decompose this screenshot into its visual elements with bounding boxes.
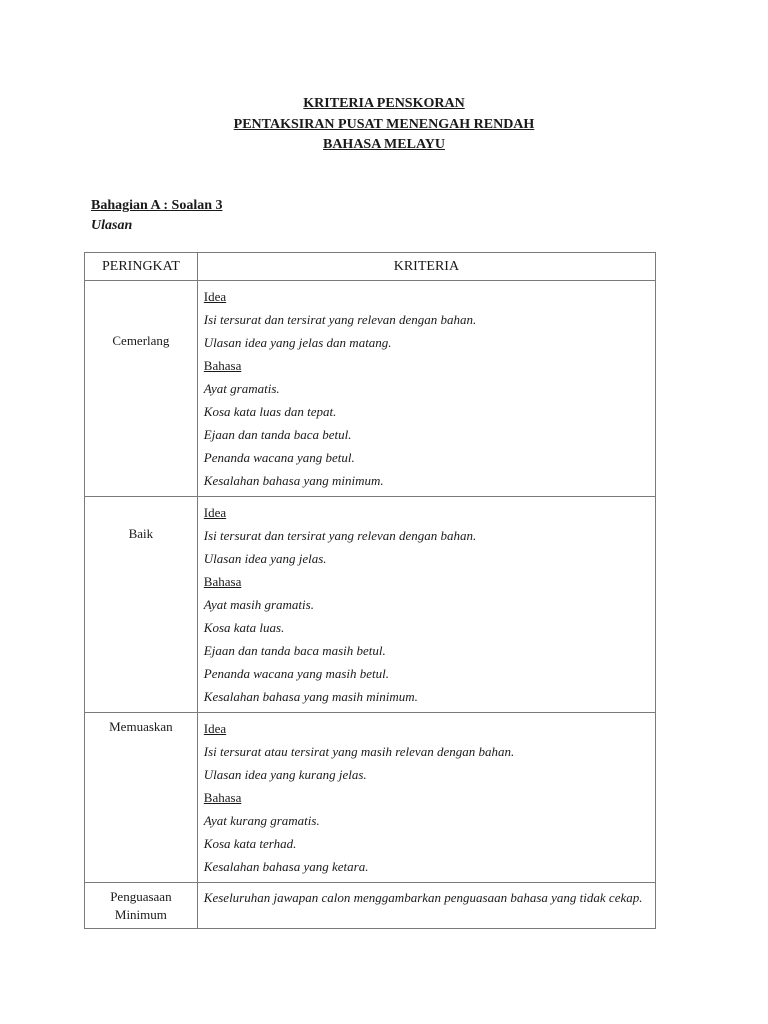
document-title	[0, 94, 768, 156]
idea-heading: Idea	[203, 721, 227, 736]
criteria-item: Kesalahan bahasa yang minimum.	[203, 473, 384, 488]
table-header-row	[85, 253, 656, 281]
title-line-1: KRITERIA PENSKORAN	[303, 96, 465, 111]
criteria-item: Isi tersurat dan tersirat yang relevan dengan bahan.	[203, 312, 477, 327]
criteria-item: Kosa kata luas dan tepat.	[203, 404, 337, 419]
criteria-item: Keseluruhan jawapan calon menggambarkan penguasaan bahasa yang tidak cekap.	[203, 890, 643, 905]
bahasa-heading: Bahasa	[203, 574, 242, 589]
rubric-table	[84, 252, 656, 929]
criteria-cell	[197, 883, 655, 929]
criteria-item: Kesalahan bahasa yang ketara.	[203, 859, 369, 874]
criteria-cell	[197, 713, 655, 883]
title-line-3: BAHASA MELAYU	[322, 137, 445, 152]
criteria-item: Ayat kurang gramatis.	[203, 813, 320, 828]
criteria-item: Penanda wacana yang masih betul.	[203, 666, 390, 681]
criteria-item: Isi tersurat atau tersirat yang masih relevan dengan bahan.	[203, 744, 515, 759]
criteria-item: Ejaan dan tanda baca masih betul.	[203, 643, 386, 658]
bahasa-heading: Bahasa	[203, 790, 242, 805]
idea-heading: Idea	[203, 289, 227, 304]
level-line: Penguasaan	[110, 889, 172, 904]
level-cell: Cemerlang	[85, 281, 198, 497]
table-row	[85, 497, 656, 713]
header-level: PERINGKAT	[85, 253, 198, 281]
section-heading	[91, 196, 223, 236]
criteria-item: Kosa kata luas.	[203, 620, 285, 635]
criteria-item: Kosa kata terhad.	[203, 836, 297, 851]
criteria-item: Penanda wacana yang betul.	[203, 450, 355, 465]
criteria-item: Ulasan idea yang jelas.	[203, 551, 327, 566]
level-cell: Memuaskan	[85, 713, 198, 883]
criteria-item: Ayat gramatis.	[203, 381, 280, 396]
criteria-cell	[197, 497, 655, 713]
criteria-item: Ayat masih gramatis.	[203, 597, 314, 612]
section-type: Ulasan	[91, 218, 133, 233]
level-cell: Baik	[85, 497, 198, 713]
criteria-item: Isi tersurat dan tersirat yang relevan dengan bahan.	[203, 528, 477, 543]
table-row	[85, 883, 656, 929]
bahasa-heading: Bahasa	[203, 358, 242, 373]
level-line: Minimum	[114, 907, 167, 922]
section-part: Bahagian A : Soalan 3	[91, 198, 223, 213]
table-row	[85, 281, 656, 497]
criteria-cell	[197, 281, 655, 497]
idea-heading: Idea	[203, 505, 227, 520]
title-line-2: PENTAKSIRAN PUSAT MENENGAH RENDAH	[233, 116, 535, 132]
criteria-item: Kesalahan bahasa yang masih minimum.	[203, 689, 418, 704]
level-cell	[85, 883, 198, 929]
table-row	[85, 713, 656, 883]
criteria-item: Ejaan dan tanda baca betul.	[203, 427, 352, 442]
criteria-item: Ulasan idea yang kurang jelas.	[203, 767, 367, 782]
header-criteria: KRITERIA	[197, 253, 655, 281]
criteria-item: Ulasan idea yang jelas dan matang.	[203, 335, 392, 350]
